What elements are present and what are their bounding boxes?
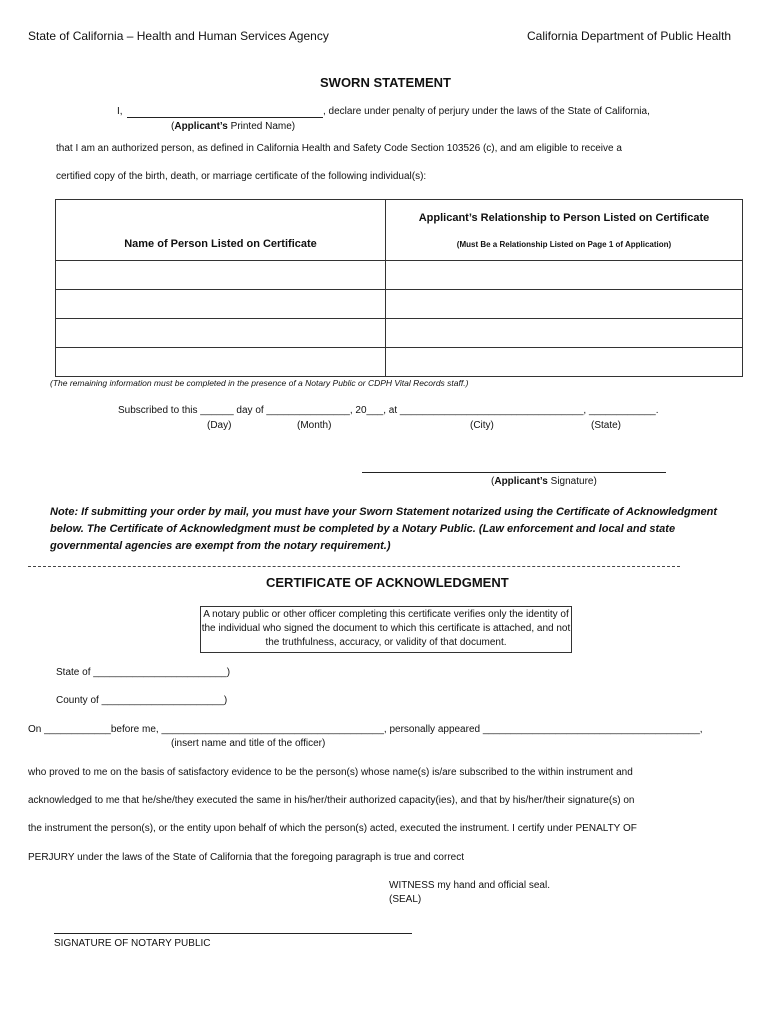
col2-subheader-text: (Must Be a Relationship Listed on Page 1 of Application) <box>456 239 672 249</box>
relationship-cell[interactable] <box>386 319 743 348</box>
column-header-relationship <box>386 200 743 261</box>
month-caption: (Month) <box>297 420 332 431</box>
column-header-name <box>56 200 386 261</box>
col1-header-text: Name of Person Listed on Certificate <box>124 238 317 250</box>
certificate-disclaimer-box: A notary public or other officer completing this certificate verifies only the identity of the individual who signed the document to which this certificate is attached, and not the truthfulness, accuracy, or validity of that document. <box>200 606 572 653</box>
name-cell[interactable] <box>56 348 386 377</box>
authorization-line: that I am an authorized person, as defined in California Health and Safety Code Section 103526 (c), and am eligible to receive a <box>56 143 622 154</box>
certificate-persons-table <box>55 199 743 377</box>
applicant-signature-caption <box>491 476 597 487</box>
sworn-statement-title: SWORN STATEMENT <box>320 75 451 90</box>
certificate-paragraph-3: the instrument the person(s), or the entity upon behalf of which the person(s) acted, executed the instrument. I certify under PENALTY OF <box>28 823 637 834</box>
department-header: California Department of Public Health <box>527 29 732 43</box>
cut-divider <box>28 566 680 567</box>
table-row <box>56 261 743 290</box>
certificate-paragraph-4: PERJURY under the laws of the State of California that the foregoing paragraph is true and correct <box>28 852 464 863</box>
day-caption: (Day) <box>207 420 232 431</box>
eligibility-line: certified copy of the birth, death, or marriage certificate of the following individual(s): <box>56 171 427 182</box>
col2-header-text: Applicant’s Relationship to Person Listed on Certificate <box>418 211 710 224</box>
certificate-paragraph-1: who proved to me on the basis of satisfactory evidence to be the person(s) whose name(s) is/are subscribed to the within instrument and <box>28 767 633 778</box>
table-row <box>56 319 743 348</box>
declaration-text: , declare under penalty of perjury under the laws of the State of California, <box>323 106 650 117</box>
county-of-field[interactable]: County of ______________________) <box>56 695 228 706</box>
name-cell[interactable] <box>56 319 386 348</box>
printed-name-caption <box>171 121 295 132</box>
caption-rest: Printed Name) <box>227 121 296 132</box>
table-row <box>56 290 743 319</box>
table-header-row <box>56 200 743 261</box>
agency-header: State of California – Health and Human Services Agency <box>28 29 329 43</box>
seal-text: (SEAL) <box>389 894 422 905</box>
officer-caption: (insert name and title of the officer) <box>171 738 326 749</box>
declaration-prefix: I, <box>117 106 123 117</box>
relationship-cell[interactable] <box>386 261 743 290</box>
subscribed-line: Subscribed to this ______ day of _______________, 20___, at _________________________________, ____________. <box>118 405 659 416</box>
caption-paren: ( <box>171 121 175 132</box>
sig-bold: Applicant’s <box>494 476 548 487</box>
certificate-title: CERTIFICATE OF ACKNOWLEDGMENT <box>266 575 509 590</box>
sig-rest: Signature) <box>547 476 597 487</box>
notary-remark: (The remaining information must be completed in the presence of a Notary Public or CDPH Vital Records staff.) <box>50 378 469 388</box>
appeared-line[interactable]: On ____________before me, ________________________________________, personally appeared _______________________________________, <box>28 724 703 735</box>
name-cell[interactable] <box>56 261 386 290</box>
applicant-name-field[interactable] <box>127 117 323 118</box>
mail-order-note: Note: If submitting your order by mail, you must have your Sworn Statement notarized using the Certificate of Acknowledgment below. The Certificate of Acknowledgment must be completed by a Notary Public. (Law enforcement and local and state governmental agencies are exempt from the notary requirement.) <box>50 506 718 552</box>
notary-signature-caption: SIGNATURE OF NOTARY PUBLIC <box>54 938 211 949</box>
sig-paren: ( <box>491 476 495 487</box>
state-of-field[interactable]: State of ________________________) <box>56 667 231 678</box>
notary-signature-line[interactable] <box>54 933 412 934</box>
witness-text: WITNESS my hand and official seal. <box>389 880 550 891</box>
name-cell[interactable] <box>56 290 386 319</box>
table-row <box>56 348 743 377</box>
applicant-signature-line[interactable] <box>362 472 666 473</box>
caption-bold: Applicant’s <box>174 121 228 132</box>
city-caption: (City) <box>470 420 494 431</box>
relationship-cell[interactable] <box>386 348 743 377</box>
relationship-cell[interactable] <box>386 290 743 319</box>
certificate-paragraph-2: acknowledged to me that he/she/they executed the same in his/her/their authorized capacity(ies), and that by his/her/their signature(s) on <box>28 795 635 806</box>
state-caption: (State) <box>591 420 622 431</box>
